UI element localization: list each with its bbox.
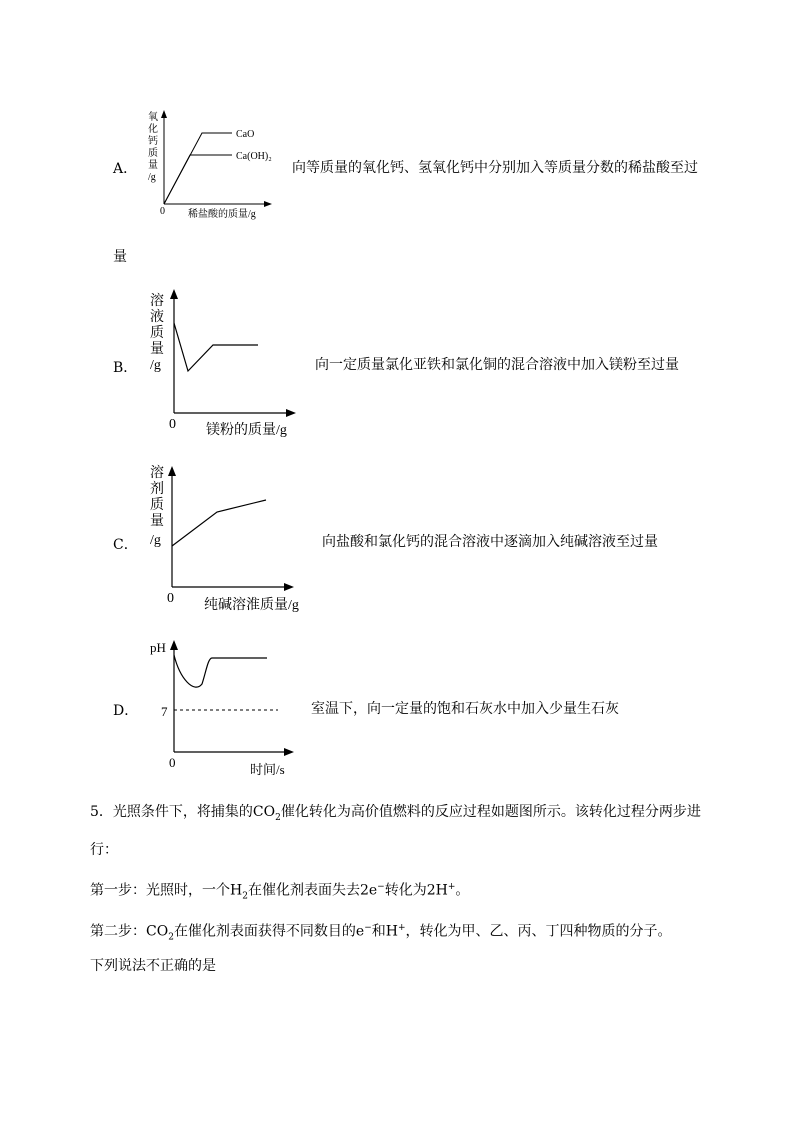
svg-text:/g: /g (148, 172, 156, 183)
option-b-curve (174, 323, 258, 371)
option-c-curve (172, 500, 266, 546)
option-a-statement: 向等质量的氧化钙、氢氧化钙中分别加入等质量分数的稀盐酸至过 (292, 160, 698, 176)
option-c-x-arrow (284, 583, 294, 591)
q5-line2: 行： (90, 842, 118, 858)
option-b-y-label (150, 292, 164, 373)
option-c-y-arrow (168, 466, 176, 476)
option-b-statement: 向一定质量氯化亚铁和氯化铜的混合溶液中加入镁粉至过量 (315, 357, 679, 373)
option-c-graph (140, 462, 310, 617)
option-a-x-label: 稀盐酸的质量/g (188, 209, 256, 220)
option-a-series-caoh2: Ca(OH)₂ (236, 151, 272, 162)
option-a-series-cao: CaO (236, 129, 255, 140)
option-c-origin: 0 (167, 591, 174, 606)
option-d-x-arrow (284, 748, 294, 756)
option-d-graph (140, 634, 300, 780)
option-a-cao-line (164, 133, 232, 204)
option-d-x-label: 时间/s (250, 762, 285, 777)
option-b-x-label: 镁粉的质量/g (206, 423, 287, 438)
q5-line1: 5．光照条件下，将捕集的$CO_2$催化转化为高价值燃料的反应过程如题图所示。该转化过程分两步进 (90, 804, 701, 823)
option-c-letter: C． (113, 537, 138, 553)
option-b-y-arrow (170, 289, 178, 299)
option-b-graph (140, 283, 310, 443)
option-d-letter: D． (113, 703, 139, 719)
option-d-y-mark: 7 (161, 704, 168, 719)
option-a-y-arrow (161, 110, 167, 118)
option-a-statement-tail: 量 (113, 249, 127, 265)
option-c-statement: 向盐酸和氯化钙的混合溶液中逐滴加入纯碱溶液至过量 (322, 534, 658, 550)
svg-text:/g: /g (150, 358, 161, 373)
svg-text:量: 量 (150, 514, 164, 529)
svg-text:氧: 氧 (148, 112, 158, 123)
option-b-x-arrow (286, 409, 296, 417)
option-b-origin: 0 (169, 417, 176, 432)
option-a-caoh2-line (164, 155, 232, 204)
svg-text:液: 液 (150, 310, 164, 325)
option-c-x-label: 纯碱溶淮质量/g (204, 598, 299, 613)
option-d-curve (174, 655, 267, 687)
option-a-graph (140, 108, 285, 223)
option-a-x-arrow (264, 201, 272, 207)
svg-text:质: 质 (150, 326, 164, 341)
option-b-letter: B． (113, 360, 138, 376)
svg-text:量: 量 (150, 342, 164, 357)
option-d-y-label: pH (150, 640, 166, 655)
q5-prompt: 下列说法不正确的是 (90, 958, 216, 974)
svg-text:剂: 剂 (150, 482, 164, 497)
option-d-statement: 室温下，向一定量的饱和石灰水中加入少量生石灰 (311, 701, 619, 717)
q5-step1: 第一步：光照时，一个$H_2$在催化剂表面失去2e−转化为2H+。 (90, 882, 470, 902)
option-d-y-arrow (170, 640, 178, 650)
option-d-origin: 0 (169, 755, 176, 770)
svg-text:质: 质 (150, 498, 164, 513)
option-a-letter: A． (113, 161, 138, 177)
svg-text:溶: 溶 (150, 294, 164, 309)
svg-text:质: 质 (148, 148, 158, 159)
svg-text:量: 量 (148, 160, 158, 171)
option-a-origin: 0 (160, 206, 165, 217)
svg-text:/g: /g (150, 533, 161, 548)
svg-text:钙: 钙 (148, 136, 158, 147)
svg-text:化: 化 (148, 124, 158, 135)
q5-step2: 第二步：$CO_2$在催化剂表面获得不同数目的e−和H+，转化为甲、乙、丙、丁四种物质的分子。 (90, 923, 672, 943)
option-a-y-label (148, 110, 158, 183)
svg-text:溶: 溶 (150, 466, 164, 481)
option-c-y-label (150, 464, 164, 548)
